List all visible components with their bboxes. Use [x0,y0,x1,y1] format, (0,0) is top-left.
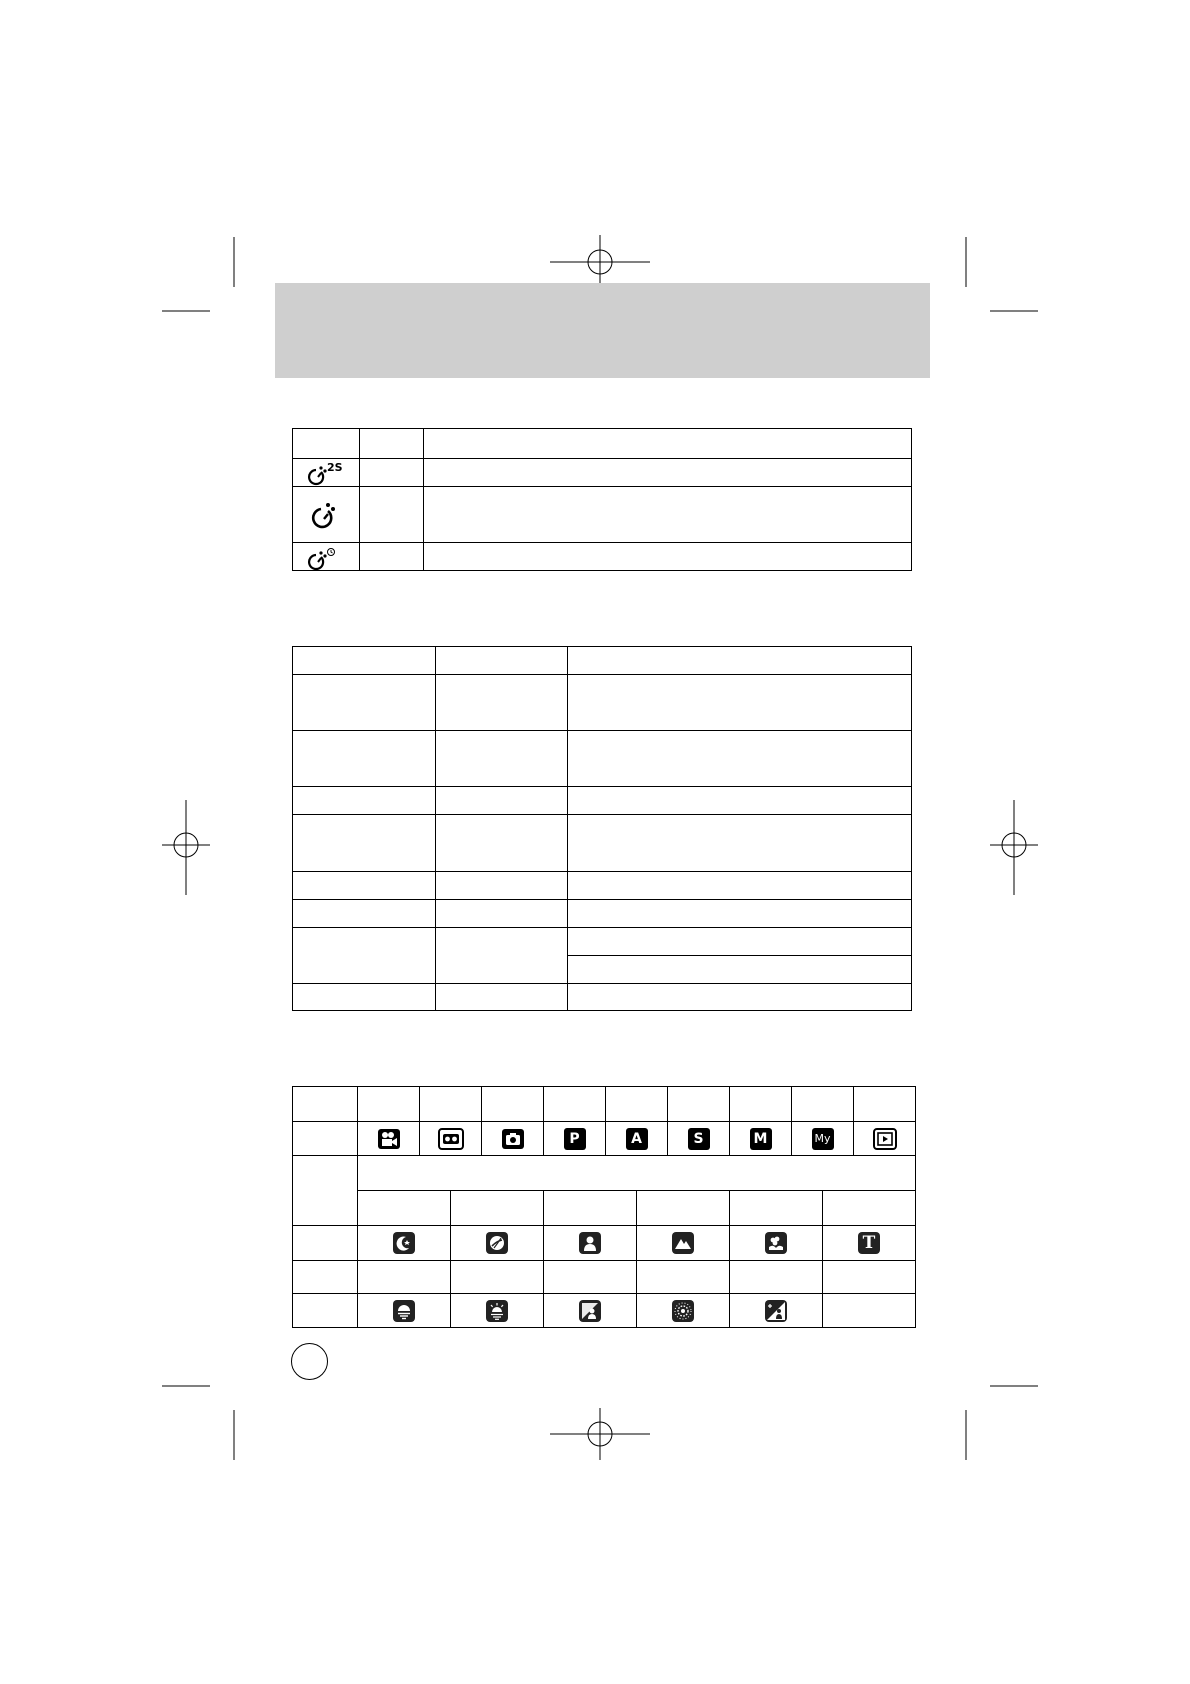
table-row [293,928,912,956]
table-row [293,487,912,543]
scene-icons-row [293,1226,916,1261]
table-header-row [293,1087,916,1122]
table-row [293,675,912,731]
self-timer-table [292,428,912,571]
table-row [293,1191,916,1226]
sunset-scene-icon [392,1299,416,1323]
table-row [293,787,912,815]
header-band [275,283,930,378]
settings-table [292,646,912,1011]
table-row [293,984,912,1011]
camera-icon [501,1128,525,1150]
shutter-priority-icon: S [688,1128,710,1150]
text-scene-icon: T [858,1232,880,1254]
backlight-scene-icon [578,1299,602,1323]
manual-mode-icon: M [750,1128,772,1150]
page-number-circle [291,1343,328,1380]
myset-mode-icon: My [812,1128,834,1150]
self-timer-2s-icon [307,460,345,486]
movie-clip-icon [377,1128,401,1150]
table-row [293,1156,916,1191]
program-mode-icon: P [564,1128,586,1150]
table-row [293,815,912,872]
table-row [293,1261,916,1294]
aperture-priority-icon: A [626,1128,648,1150]
self-timer-double-icon [307,544,345,570]
portrait-scene-icon [578,1231,602,1255]
table-header-row [293,647,912,675]
sports-scene-icon [485,1231,509,1255]
svg-text:2S: 2S [327,460,343,474]
table-row [293,459,912,487]
dawn-scene-icon [485,1299,509,1323]
close-up-scene-icon [764,1231,788,1255]
table-row [293,900,912,928]
voice-recording-icon [438,1128,464,1150]
fireworks-scene-icon [671,1299,695,1323]
mode-icons-row [293,1122,916,1156]
beach-snow-scene-icon [764,1299,788,1323]
table-header-row [293,429,912,459]
night-scene-icon [392,1231,416,1255]
table-row [293,872,912,900]
scene-icons-row [293,1294,916,1328]
self-timer-10s-icon [311,500,341,530]
landscape-scene-icon [671,1231,695,1255]
table-row [293,731,912,787]
table-row [293,543,912,571]
mode-table [292,1086,916,1328]
play-mode-icon [873,1128,897,1150]
